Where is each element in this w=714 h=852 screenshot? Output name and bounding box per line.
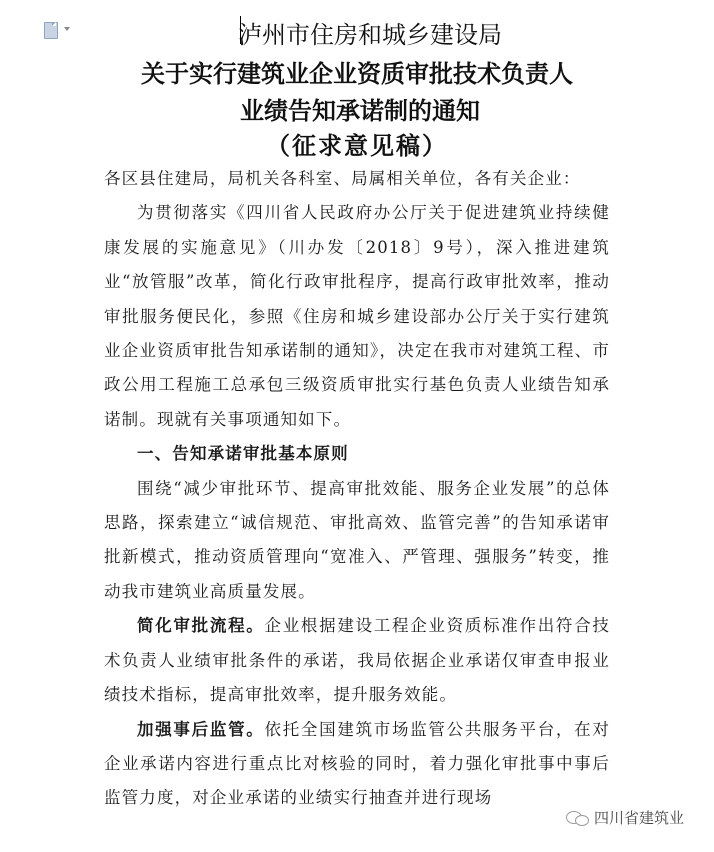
document-title-line-2: 业绩告知承诺制的通知 — [240, 97, 480, 125]
paragraph-lead: 简化审批流程。 — [137, 616, 265, 636]
salutation: 各区县住建局，局机关各科室、局属相关单位，各有关企业： — [104, 169, 581, 188]
document-title-line-3: （征求意见稿） — [266, 132, 448, 160]
paragraph-text: 企业根据建设工程企业资质标准作出符合技术负责人业绩审批条件的承诺，我局依据企业承诺仅审查申报业绩技术指标，提高审批效率，提升服务效能。 — [104, 616, 610, 705]
wechat-icon — [566, 809, 590, 827]
watermark — [560, 805, 690, 830]
watermark-text: 四川省建筑业 — [593, 809, 684, 827]
paragraph-supervision — [104, 713, 610, 816]
paragraph-simplify — [104, 609, 610, 712]
paragraph-principle: 围绕“减少审批环节、提高审批效能、服务企业发展”的总体思路，探索建立“诚信规范、审批高效、监管完善”的告知承诺审批新模式，推动资质管理向“宽准入、严管理、强服务”转变，推动我市建筑业高质量发展。 — [104, 478, 610, 601]
paragraph-intro: 为贯彻落实《四川省人民政府办公厅关于促进建筑业持续健康发展的实施意见》（川办发〔2018〕9号），深入推进建筑业“放管服”改革，简化行政审批程序，提高行政审批效率，推动审批服务便民化，参照《住房和城乡建设部办公厅关于实行建筑业企业资质审批告知承诺制的通知》，决定在我市对建筑工程、市政公用工程施工总承包三级资质审批实行基色负责人业绩告知承诺制。现就有关事项通知如下。 — [104, 203, 610, 429]
section-heading: 一、告知承诺审批基本原则 — [137, 444, 349, 464]
document-title-line-1: 关于实行建筑业企业资质审批技术负责人 — [141, 60, 573, 88]
paragraph-text: 依托全国建筑市场监管公共服务平台，在对企业承诺内容进行重点比对核验的同时，着力强化审批事中事后监管力度，对企业承诺的业绩实行抽查并进行现场 — [104, 719, 610, 808]
document-body — [104, 162, 610, 816]
paragraph-lead: 加强事后监管。 — [137, 719, 265, 739]
issuing-organization: 泸州市住房和城乡建设局 — [238, 21, 502, 49]
